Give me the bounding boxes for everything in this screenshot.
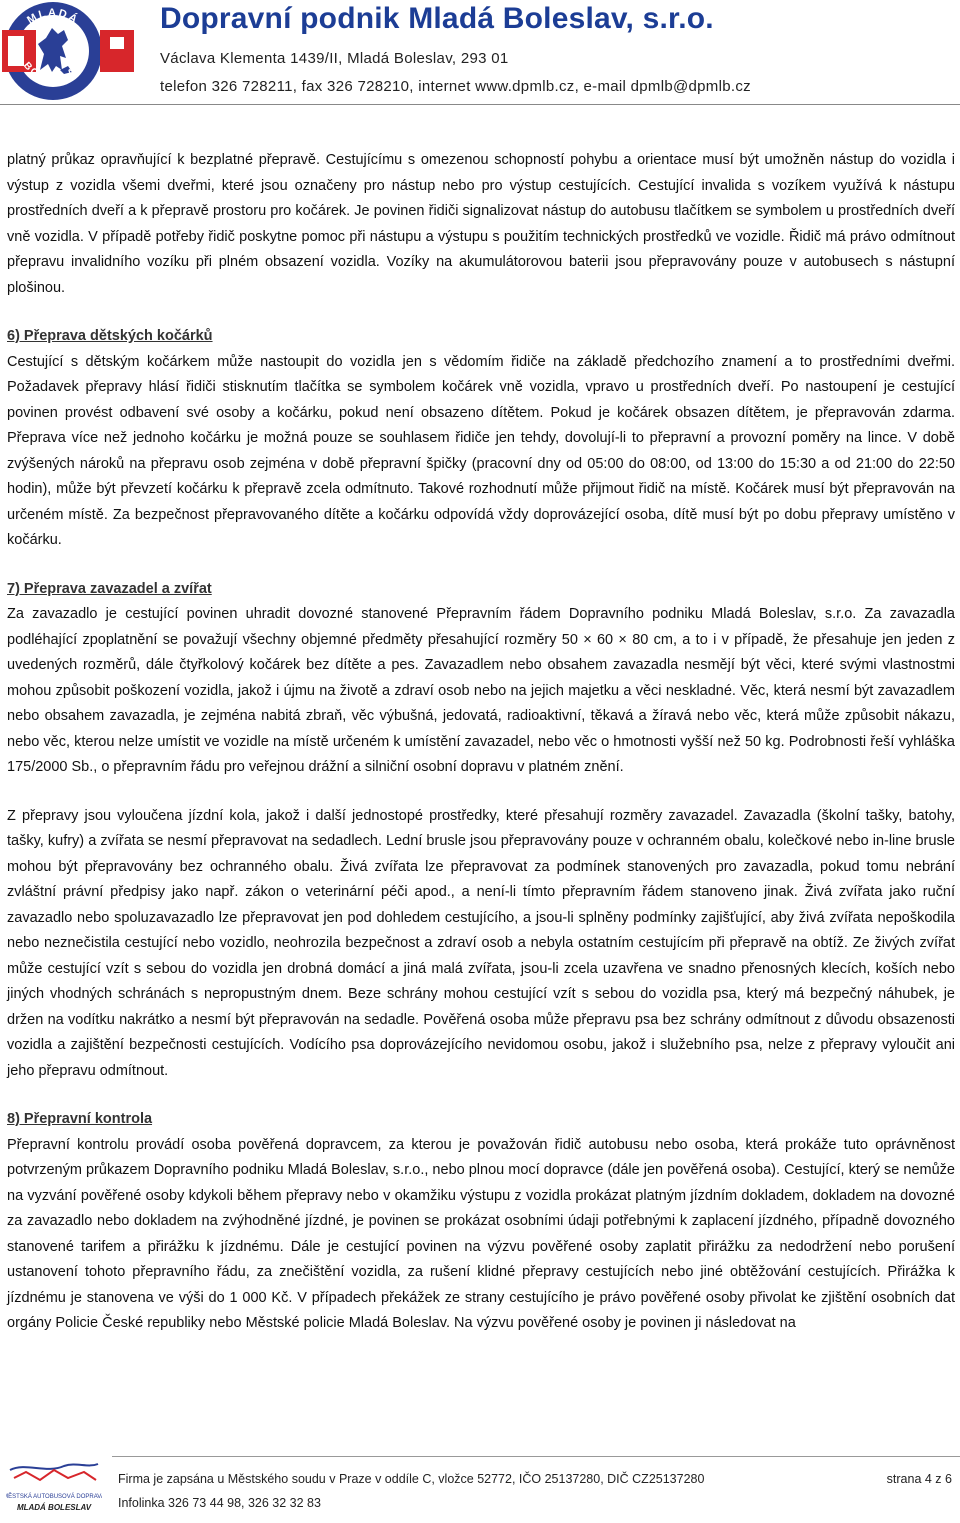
section-heading-6: 6) Přeprava dětských kočárků: [7, 328, 213, 344]
header-divider: [0, 104, 960, 105]
logo-bottom-text: BOLESLAV: [21, 60, 85, 85]
section-heading-8: 8) Přepravní kontrola: [7, 1111, 153, 1127]
paragraph-section-7a: Za zavazadlo je cestující povinen uhradit dovozné stanovené Přepravním řádem Dopravního podniku Mladá Boleslav, s.r.o. Za zavazadla podléhající zpoplatnění se považují všechny objemné předměty přesahující rozměry 50 × 60 × 80 cm, a to i v případě, že přesahuje jen jeden z uvedených rozměrů, dále čtyřkolový kočárek bez dítěte a pes. Zavazadlem nebo obsahem zavazadla nesmějí být věci, které svými vlastnostmi mohou způsobit poškození vozidla, jakož i újmu na životě a zdraví osob nebo na jejich majetku a věci neskladné. Věc, která nesmí být zavazadlem nebo obsahem zavazadla, je zejména nabitá zbraň, věc výbušná, jedovatá, radioaktivní, těkavá a žíravá nebo věc, která může způsobit nákazu, nebo věc, kterou nelze umístit ve vozidle na místě určeném k umístění zavazadel, nebo věc o hmotnosti vyšší než 50 kg. Podrobnosti řeší vyhláška 175/2000 Sb., o přepravním řádu pro veřejnou drážní a silniční osobní dopravu v platném znění.: [7, 606, 955, 775]
svg-text:MLADÁ: [25, 7, 81, 27]
footer-registration: Firma je zapsána u Městského soudu v Praze v oddíle C, vložce 52772, IČO 25137280, DIČ CZ25137280: [118, 1472, 705, 1486]
company-address: Václava Klementa 1439/II, Mladá Boleslav, 293 01: [160, 50, 509, 67]
footer-logo-text-1: MĚSTSKÁ AUTOBUSOVÁ DOPRAVA: [6, 1494, 102, 1500]
footer-logo: [6, 1458, 102, 1518]
page-number: strana 4 z 6: [886, 1472, 952, 1486]
page-header: [0, 0, 960, 104]
company-name: Dopravní podnik Mladá Boleslav, s.r.o.: [160, 2, 714, 35]
paragraph-section-6: Cestující s dětským kočárkem může nastoupit do vozidla jen s vědomím řidiče na základě předchozího znamení a to prostředními dveřmi. Požadavek přepravy hlásí řidiči stisknutím tlačítka se symbolem kočárek vně vozidla, vpravo u prostředních dveří. Po nastoupení je cestující povinen provést odbavení své osoby a kočárku, pokud není obsazeno dítětem. Pokud je kočárek obsazen dítětem, je přepravován zdarma. Přeprava více než jednoho kočárku je možná pouze se souhlasem řidiče jen tehdy, dovolují-li to přepravní a provozní poměry na lince. V době zvýšených nároků na přepravu osob zejména v době přepravní špičky (pracovní dny od 05:00 do 08:00, od 13:00 do 15:30 a od 21:00 do 22:50 hodin), může být převzetí kočárku k přepravě zcela odmítnuto. Takové rozhodnutí může přijmout řidič na místě. Kočárek musí být přepravován na určeném místě. Za bezpečnost přepravovaného dítěte a kočárku odpovídá vždy doprovázející osoba, dítě musí být po dobu přepravy umístěno v kočárku.: [7, 353, 955, 548]
section-heading-7: 7) Přeprava zavazadel a zvířat: [7, 580, 212, 597]
company-contact: telefon 326 728211, fax 326 728210, internet www.dpmlb.cz, e-mail dpmlb@dpmlb.cz: [160, 78, 751, 95]
logo-top-text: MLADÁ: [25, 7, 81, 27]
page-footer: [0, 1456, 960, 1520]
footer-divider: [112, 1456, 960, 1457]
document-body: [7, 148, 955, 1337]
paragraph-section-7b: Z přepravy jsou vyloučena jízdní kola, jakož i další jednostopé prostředky, které přesahují rozměry zavazadel. Zavazadla (školní tašky, batohy, tašky, kufry) a zvířata se nesmí přepravovat na sedadlech. Lední brusle jsou přepravovány pouze v ochranném obalu, kolečkové nebo in-line brusle mohou být přepravovány bez ochranného obalu. Živá zvířata lze přepravovat za podmínek stanovených pro zavazadla, pokud tomu nebrání zvláštní právní předpisy jako např. zákon o veterinární péči apod., a není-li tímto přepravním řádem stanoveno jinak. Živá zvířata jako ruční zavazadlo nebo spoluzavazadlo lze přepravovat jen pod dohledem cestujícího, a jsou-li splněny podmínky zajišťující, aby živá zvířata nepoškodila nebo neznečistila cestující nebo vozidlo, neohrozila bezpečnost a zdraví osob a nebyla ostatním cestujícím při přepravě na obtíž. Ze živých zvířat může cestující vzít s sebou do vozidla jen drobná domácí a jiná malá zvířata, jsou-li zcela uzavřena ve snadno přenosných klecích, koších nebo jiných vhodných schránách s nepropustným dnem. Beze schrány mohou cestující vzít s sebou do vozidla psa, který má bezpečný náhubek, je držen na vodítku nakrátko a nesmí být přepravován na sedadle. Pověřená osoba může přepravu psa bez schrány odmítnout z důvodu obsazenosti vozidla a zajištění bezpečnosti cestujících. Vodícího psa doprovázejícího nevidomou osobu, jakož i služebního psa, nelze z přepravy vyloučit ani jeho přepravu odmítnout.: [7, 807, 955, 1079]
company-logo: [2, 0, 140, 102]
svg-text:BOLESLAV: [21, 60, 85, 84]
paragraph-section-8: Přepravní kontrolu provádí osoba pověřená dopravcem, za kterou je považován řidič autobusu nebo osoba, která prokáže tuto oprávněnost potvrzeným průkazem Dopravního podniku Mladá Boleslav, s.r.o., nebo plnou mocí dopravce (dále jen pověřená osoba). Cestující, který se nemůže na vyzvání pověřené osoby kdykoli během přepravy nebo v okamžiku výstupu z vozidla prokázat platným jízdním dokladem, dokladem na dovozné za zavazadlo nebo dokladem na zvýhodněné jízdné, je povinen se prokázat osobními údaji potřebnými k zaplacení jízdného, případně dovozného stanovené tarifem a přirážku k jízdnému. Dále je cestující povinen na výzvu pověřené osoby zaplatit přirážku za nedodržení nebo porušení ustanovení tohoto přepravního řádu, za znečištění vozidla, za rušení klidné přepravy cestujících nebo jiné obtěžování cestujících. Přirážka k jízdnému je stanovena ve výši do 1 000 Kč. V případech překážek ze strany cestujícího je právo pověřené osoby přivolat ke zjištění osobních dat orgány Policie České republiky nebo Městské policie Mladá Boleslav. Na výzvu pověřené osoby je povinen ji následovat na: [7, 1136, 955, 1331]
paragraph-intro: platný průkaz opravňující k bezplatné přepravě. Cestujícímu s omezenou schopností pohybu a orientace musí být umožněn nástup do vozidla i výstup z vozidla všemi dveřmi, které jsou označeny pro nástup nebo pro výstup cestujících. Cestující invalida s vozíkem využívá k nástupu prostředních dveří a k přepravě prostoru pro kočárek. Je povinen řidiči signalizovat nástup do autobusu tlačítkem se symbolem u prostředních dveří vně vozidla. V případě potřeby řidič poskytne pomoc při nástupu a výstupu s použitím technických prostředků ve vozidle. Řidič má právo odmítnout přepravu invalidního vozíku při plném obsazení vozidla. Vozíky na akumulátorovou baterii jsou přepravovány pouze v autobusech s nástupní plošinou.: [7, 152, 955, 296]
footer-logo-text-2: MLADÁ BOLESLAV: [16, 1503, 92, 1512]
footer-infolinka: Infolinka 326 73 44 98, 326 32 32 83: [118, 1496, 321, 1510]
